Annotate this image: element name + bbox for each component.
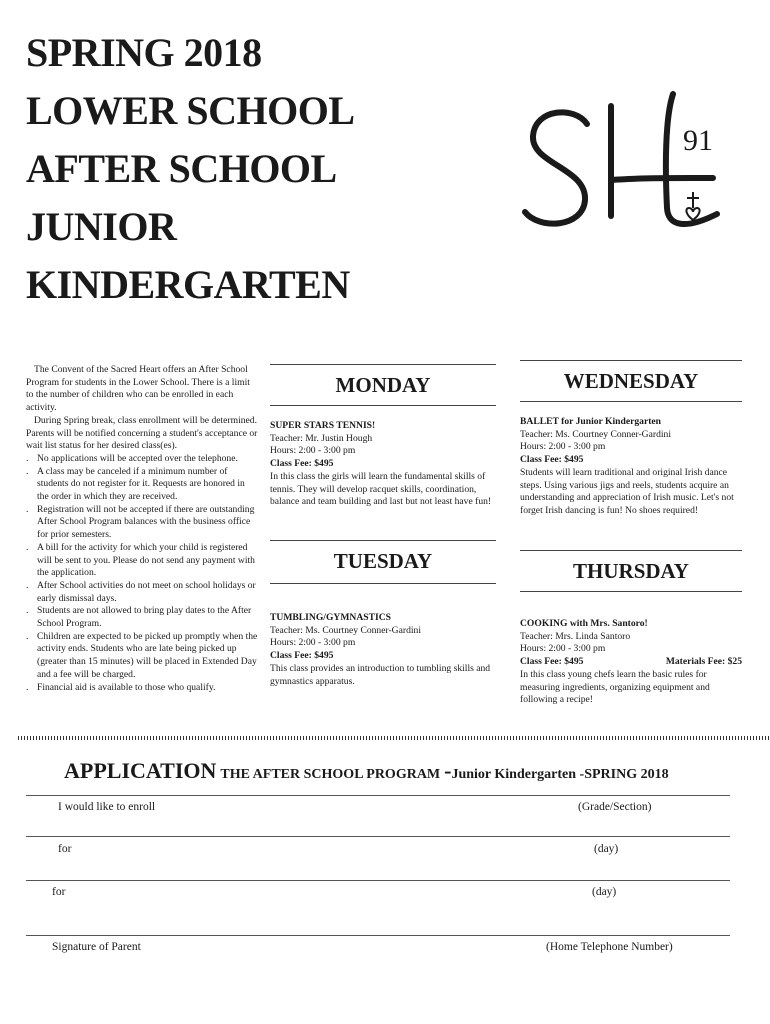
form-line[interactable] xyxy=(26,795,730,796)
class-fees xyxy=(520,656,742,669)
title-line: LOWER SCHOOL xyxy=(26,88,355,133)
class-teacher: Teacher: Ms. Courtney Conner-Gardini xyxy=(520,428,671,440)
class-hours: Hours: 2:00 - 3:00 pm xyxy=(270,637,356,649)
bullet-mark: . xyxy=(26,541,29,553)
tuesday-section xyxy=(270,540,496,688)
policy-item: . After School activities do not meet on school holidays or early dismissal days. xyxy=(26,579,256,604)
logo-number xyxy=(683,124,713,157)
application-word: APPLICATION xyxy=(64,758,217,783)
class-info xyxy=(520,618,742,707)
wednesday-section xyxy=(520,360,742,518)
title-line: JUNIOR xyxy=(26,204,177,249)
for-label: for xyxy=(52,886,66,898)
grade-section-label: (Grade/Section) xyxy=(578,801,652,813)
monday-section xyxy=(270,364,496,509)
policy-item: . Financial aid is available to those who qualify. xyxy=(26,681,216,693)
for-label: for xyxy=(58,843,72,855)
day-heading-thursday: THURSDAY xyxy=(573,559,689,583)
form-line[interactable] xyxy=(26,880,730,881)
policy-item: . No applications will be accepted over the telephone. xyxy=(26,452,238,464)
divider xyxy=(270,540,496,541)
title-line: KINDERGARTEN xyxy=(26,262,350,307)
heart-cross-icon xyxy=(686,192,699,220)
school-logo xyxy=(515,88,730,248)
phone-label: (Home Telephone Number) xyxy=(546,941,673,953)
class-teacher: Teacher: Mrs. Linda Santoro xyxy=(520,630,631,642)
divider xyxy=(520,401,742,402)
day-heading-wednesday: WEDNESDAY xyxy=(563,369,699,393)
day-label: (day) xyxy=(592,886,617,898)
class-fee: Class Fee: $495 xyxy=(520,656,584,668)
intro-text xyxy=(26,364,258,694)
day-heading-tuesday: TUESDAY xyxy=(333,549,433,573)
bullet-mark: . xyxy=(26,605,29,617)
enroll-label: I would like to enroll xyxy=(58,801,156,813)
divider xyxy=(520,591,742,592)
thursday-section xyxy=(520,550,742,707)
bullet-mark: . xyxy=(26,579,29,591)
svg-text:91: 91 xyxy=(683,124,713,157)
bullet-mark: . xyxy=(26,681,29,693)
intro-paragraph: The Convent of the Sacred Heart offers an After School Program for students in the Lower School. There is a limit to the number of children who can be enrolled in each activity. xyxy=(26,364,250,414)
class-description: In this class young chefs learn the basic rules for measuring ingredients, organizing equipment and following a recipe! xyxy=(520,668,710,706)
divider xyxy=(270,583,496,584)
title-line: SPRING 2018 xyxy=(26,30,262,75)
class-info xyxy=(270,420,496,509)
divider xyxy=(520,550,742,551)
title-line: AFTER SCHOOL xyxy=(26,146,337,191)
bullet-mark: . xyxy=(26,503,29,515)
class-name: TUMBLING/GYMNASTICS xyxy=(270,612,392,623)
class-name: BALLET for Junior Kindergarten xyxy=(520,416,661,427)
day-label: (day) xyxy=(594,843,619,855)
class-teacher: Teacher: Ms. Courtney Conner-Gardini xyxy=(270,624,421,636)
class-info xyxy=(270,612,496,688)
class-fee: Class Fee: $495 xyxy=(270,650,334,662)
divider xyxy=(270,364,496,365)
application-program: THE AFTER SCHOOL PROGRAM xyxy=(220,767,441,782)
class-name: COOKING with Mrs. Santoro! xyxy=(520,618,648,629)
page-title xyxy=(26,24,355,314)
application-detail: Junior Kindergarten -SPRING 2018 xyxy=(451,767,669,782)
form-line[interactable] xyxy=(26,836,730,837)
class-hours: Hours: 2:00 - 3:00 pm xyxy=(520,441,606,453)
application-dash: - xyxy=(444,758,452,783)
class-description: In this class the girls will learn the fundamental skills of tennis. They will develop racquet skills, coordination, balance and team building and last but not least have fun! xyxy=(270,470,492,508)
class-description: Students will learn traditional and original Irish dance steps. Using various jigs and reels, students acquire an understanding and appreciation of Irish music. Let's not forget Irish dancing is fun! No shoes required! xyxy=(520,466,734,516)
bullet-mark: . xyxy=(26,465,29,477)
bullet-mark: . xyxy=(26,452,29,464)
signature-label: Signature of Parent xyxy=(52,941,141,953)
policy-item: . A bill for the activity for which your child is registered will be sent to you. Please do not send any payment with the application. xyxy=(26,541,255,579)
day-heading-monday: MONDAY xyxy=(335,373,431,397)
form-line[interactable] xyxy=(26,935,730,936)
class-teacher: Teacher: Mr. Justin Hough xyxy=(270,432,373,444)
policy-item: . Students are not allowed to bring play dates to the After School Program. xyxy=(26,605,252,630)
divider xyxy=(270,405,496,406)
policy-item: . Children are expected to be picked up promptly when the activity ends. Students who are late being picked up (greater than 15 minutes) will be placed in Extended Day and a fee will be charged. xyxy=(26,630,258,680)
intro-paragraph: During Spring break, class enrollment will be determined. Parents will be notified concerning a student's acceptance or wait list status for her desired class(es). xyxy=(26,414,258,452)
section-separator xyxy=(18,736,770,740)
class-info xyxy=(520,416,742,518)
policy-item: . A class may be canceled if a minimum number of students do not register for it. Requests are honored in the order in which they are received. xyxy=(26,465,245,503)
materials-fee: Materials Fee: $25 xyxy=(665,656,742,668)
class-name: SUPER STARS TENNIS! xyxy=(270,420,376,431)
class-fee: Class Fee: $495 xyxy=(520,454,584,466)
policy-item: . Registration will not be accepted if there are outstanding After School Program balances with the business office for prior semesters. xyxy=(26,503,255,541)
class-fee: Class Fee: $495 xyxy=(270,458,334,470)
bullet-mark: . xyxy=(26,630,29,642)
divider xyxy=(520,360,742,361)
class-hours: Hours: 2:00 - 3:00 pm xyxy=(270,445,356,457)
application-heading xyxy=(64,758,669,784)
class-hours: Hours: 2:00 - 3:00 pm xyxy=(520,643,606,655)
class-description: This class provides an introduction to tumbling skills and gymnastics apparatus. xyxy=(270,662,491,687)
